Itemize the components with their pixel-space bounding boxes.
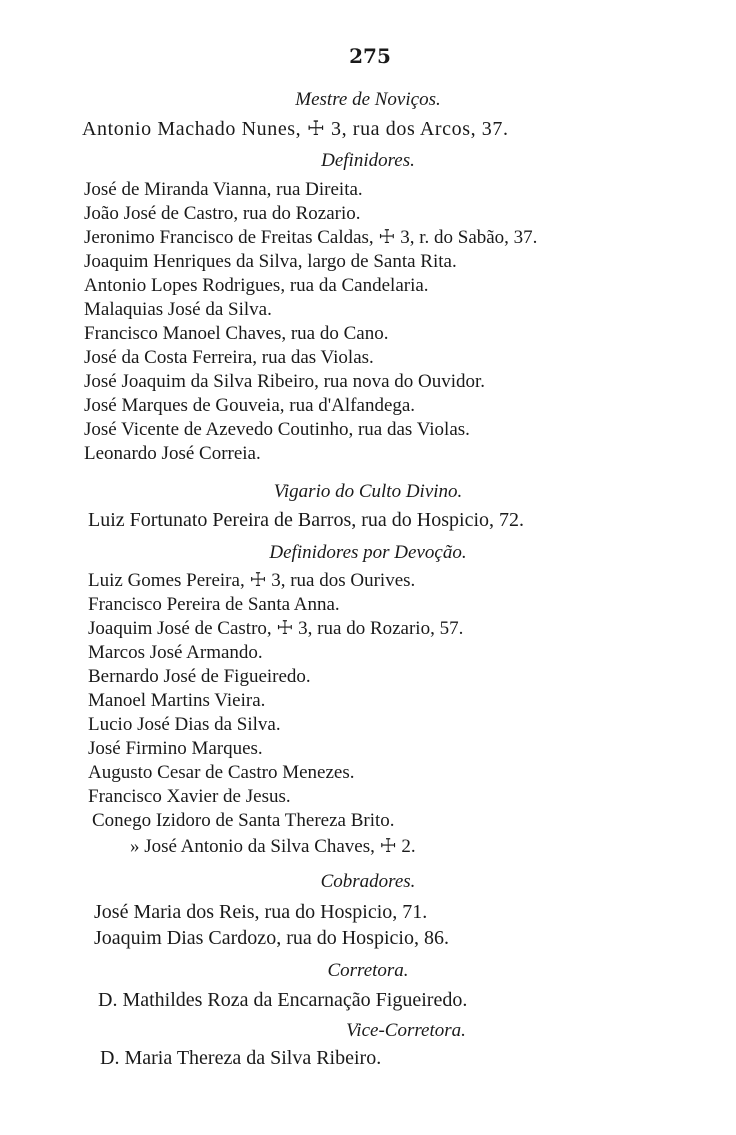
entry-line: Lucio José Dias da Silva. bbox=[88, 714, 281, 735]
entry-line: Joaquim Henriques da Silva, largo de Santa Rita. bbox=[84, 251, 457, 272]
entry-line: José Maria dos Reis, rua do Hospicio, 71. bbox=[94, 901, 428, 923]
entry-line: Joaquim José de Castro, ☩ 3, rua do Rozario, 57. bbox=[88, 618, 464, 639]
entry-line: Conego Izidoro de Santa Thereza Brito. bbox=[92, 810, 395, 831]
entry-line: Manoel Martins Vieira. bbox=[88, 690, 266, 711]
entry-line: José Joaquim da Silva Ribeiro, rua nova do Ouvidor. bbox=[84, 371, 486, 392]
section-heading: Definidores por Devoção. bbox=[269, 542, 467, 563]
entry-line: Luiz Fortunato Pereira de Barros, rua do Hospicio, 72. bbox=[88, 509, 525, 531]
entry-line: José Vicente de Azevedo Coutinho, rua das Violas. bbox=[84, 419, 470, 440]
entry-line: Bernardo José de Figueiredo. bbox=[88, 666, 311, 687]
section-heading: Vice-Corretora. bbox=[346, 1020, 466, 1041]
entry-line: Francisco Manoel Chaves, rua do Cano. bbox=[84, 323, 389, 344]
entry-line: D. Maria Thereza da Silva Ribeiro. bbox=[100, 1047, 382, 1069]
entry-line: Antonio Machado Nunes, ☩ 3, rua dos Arcos, 37. bbox=[82, 118, 509, 140]
section-heading: Mestre de Noviços. bbox=[295, 89, 441, 110]
entry-line: Marcos José Armando. bbox=[88, 642, 263, 663]
entry-line: José Firmino Marques. bbox=[88, 738, 263, 759]
entry-line: José de Miranda Vianna, rua Direita. bbox=[84, 179, 363, 200]
entry-line: Jeronimo Francisco de Freitas Caldas, ☩ 3, r. do Sabão, 37. bbox=[84, 227, 538, 248]
entry-line: João José de Castro, rua do Rozario. bbox=[84, 203, 361, 224]
entry-line: Leonardo José Correia. bbox=[84, 443, 261, 464]
entry-line: D. Mathildes Roza da Encarnação Figueiredo. bbox=[98, 989, 468, 1011]
section-heading: Corretora. bbox=[327, 960, 409, 981]
entry-line: Malaquias José da Silva. bbox=[84, 299, 272, 320]
page-number: 275 bbox=[349, 44, 391, 68]
entry-line: Francisco Xavier de Jesus. bbox=[88, 786, 291, 807]
section-heading: Cobradores. bbox=[320, 871, 416, 892]
entry-line: José Marques de Gouveia, rua d'Alfandega. bbox=[84, 395, 416, 416]
entry-line: Luiz Gomes Pereira, ☩ 3, rua dos Ourives. bbox=[88, 570, 416, 591]
entry-line: » José Antonio da Silva Chaves, ☩ 2. bbox=[130, 836, 416, 857]
entry-line: Joaquim Dias Cardozo, rua do Hospicio, 86. bbox=[94, 927, 449, 949]
entry-line: Antonio Lopes Rodrigues, rua da Candelaria. bbox=[84, 275, 429, 296]
entry-line: Augusto Cesar de Castro Menezes. bbox=[88, 762, 355, 783]
section-heading: Definidores. bbox=[321, 150, 415, 171]
entry-line: Francisco Pereira de Santa Anna. bbox=[88, 594, 340, 615]
section-heading: Vigario do Culto Divino. bbox=[273, 481, 463, 502]
entry-line: José da Costa Ferreira, rua das Violas. bbox=[84, 347, 374, 368]
